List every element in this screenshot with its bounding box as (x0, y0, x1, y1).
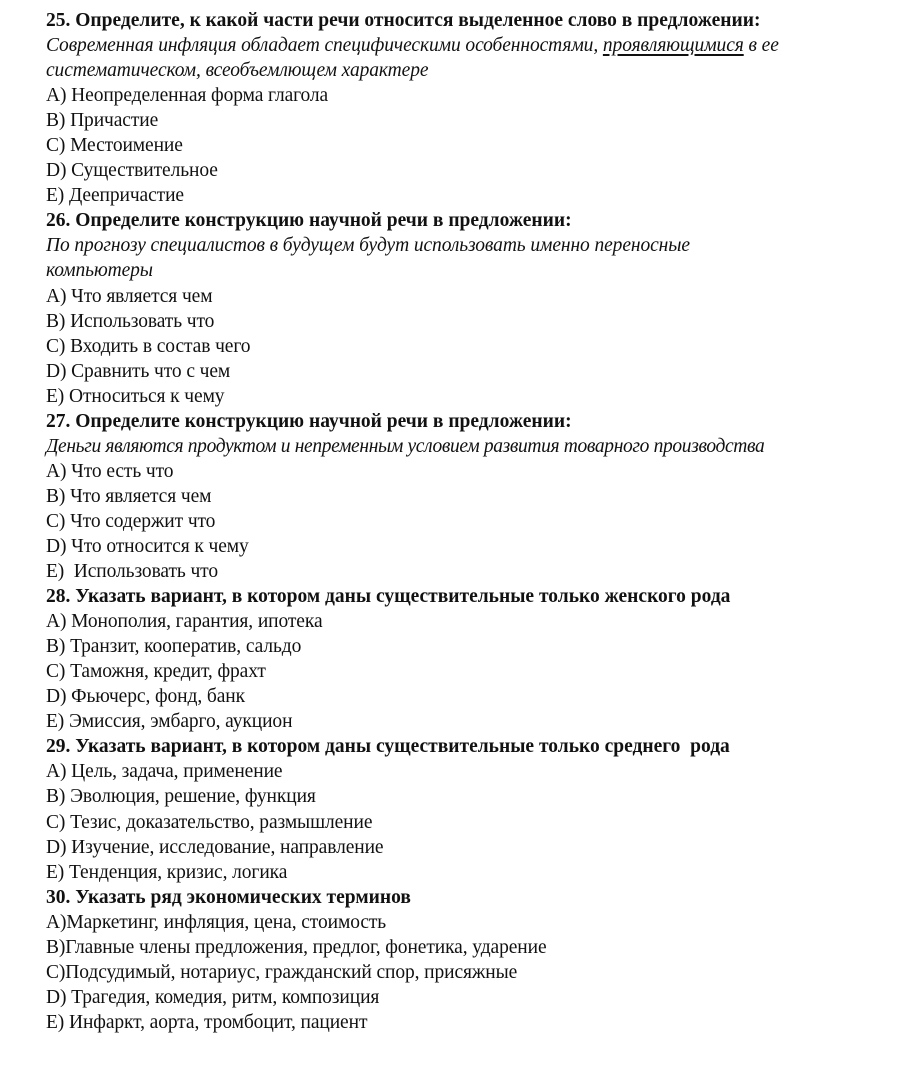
answer-option-e: E) Эмиссия, эмбарго, аукцион (46, 711, 293, 733)
question-title: 27. Определите конструкцию научной речи в предложении: (46, 410, 572, 432)
answer-option-e: E) Деепричастие (46, 185, 184, 207)
question-title: 29. Указать вариант, в котором даны существительные только среднего рода (46, 736, 730, 758)
answer-option-b: B) Эволюция, решение, функция (46, 786, 316, 808)
question-28 (46, 584, 892, 734)
answer-option-c: C)Подсудимый, нотариус, гражданский спор, присяжные (46, 961, 518, 983)
answer-option-d: D) Существительное (46, 160, 218, 182)
question-26 (46, 208, 892, 408)
answer-option-b: B) Использовать что (46, 310, 215, 332)
question-27 (46, 409, 892, 584)
worksheet-page (46, 8, 892, 1035)
answer-option-e: E) Тенденция, кризис, логика (46, 861, 288, 883)
question-sentence-continued: компьютеры (46, 260, 153, 282)
answer-option-b: B) Транзит, кооператив, сальдо (46, 636, 302, 658)
question-25 (46, 8, 892, 208)
answer-option-a: A) Неопределенная форма глагола (46, 85, 329, 107)
answer-option-e: E) Относиться к чему (46, 385, 225, 407)
question-29 (46, 734, 892, 884)
answer-option-a: A)Маркетинг, инфляция, цена, стоимость (46, 911, 387, 933)
question-title: 25. Определите, к какой части речи относится выделенное слово в предложении: (46, 10, 761, 31)
answer-option-b: B) Что является чем (46, 485, 212, 507)
answer-option-d: D) Трагедия, комедия, ритм, композиция (46, 986, 380, 1008)
answer-option-d: D) Изучение, исследование, направление (46, 836, 384, 858)
answer-option-d: D) Что относится к чему (46, 535, 249, 557)
answer-option-e: E) Использовать что (46, 561, 218, 583)
answer-option-c: C) Таможня, кредит, фрахт (46, 661, 266, 683)
question-sentence: Деньги являются продуктом и непременным условием развития товарного производства (46, 435, 765, 457)
answer-option-e: E) Инфаркт, аорта, тромбоцит, пациент (46, 1011, 368, 1033)
answer-option-c: C) Входить в состав чего (46, 335, 251, 357)
answer-option-d: D) Сравнить что с чем (46, 360, 231, 382)
answer-option-a: A) Что является чем (46, 285, 213, 307)
answer-option-a: A) Цель, задача, применение (46, 761, 283, 783)
question-sentence-continued: систематическом, всеобъемлющем характере (46, 60, 429, 82)
sentence-text: Современная инфляция обладает специфическими особенностями, (46, 35, 603, 57)
answer-option-c: C) Что содержит что (46, 510, 216, 532)
question-title: 26. Определите конструкцию научной речи в предложении: (46, 210, 572, 232)
answer-option-a: A) Что есть что (46, 460, 174, 482)
answer-option-c: C) Тезис, доказательство, размышление (46, 811, 373, 833)
answer-option-a: A) Монополия, гарантия, ипотека (46, 611, 323, 633)
sentence-text: в ее (743, 35, 779, 57)
answer-option-b: B) Причастие (46, 110, 159, 132)
answer-option-d: D) Фьючерс, фонд, банк (46, 686, 245, 708)
highlighted-word: проявляющимися (602, 35, 744, 57)
answer-option-c: C) Местоимение (46, 135, 183, 157)
question-title: 30. Указать ряд экономических терминов (46, 886, 411, 908)
question-sentence (46, 33, 892, 58)
question-sentence: По прогнозу специалистов в будущем будут использовать именно переносные (46, 235, 690, 257)
question-30 (46, 885, 892, 1035)
answer-option-b: B)Главные члены предложения, предлог, фонетика, ударение (46, 936, 547, 958)
question-title: 28. Указать вариант, в котором даны существительные только женского рода (46, 586, 731, 608)
